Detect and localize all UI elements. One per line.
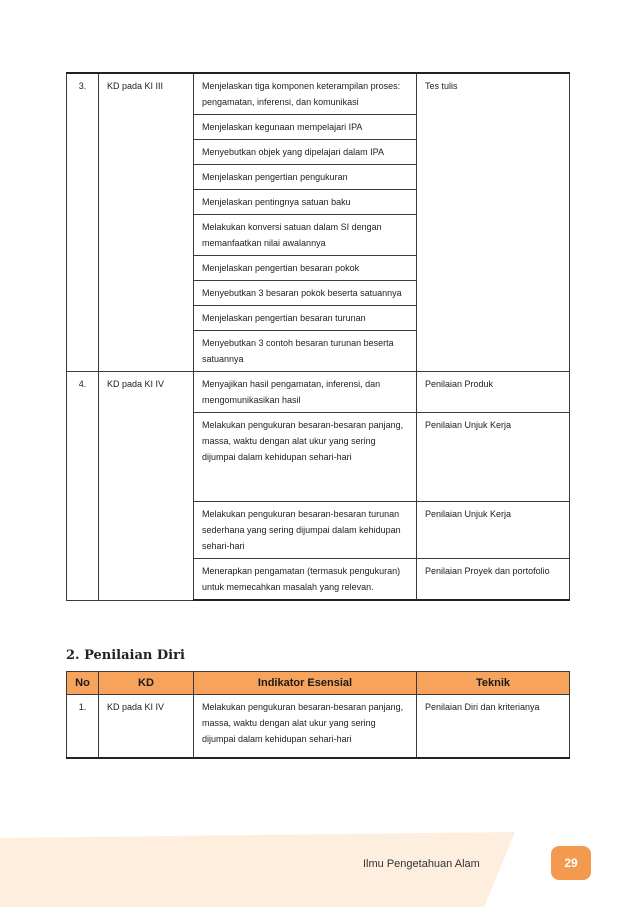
footer-book-title: Ilmu Pengetahuan Alam <box>363 858 480 870</box>
technique-cell: Penilaian Proyek dan portofolio <box>417 559 570 601</box>
indicator-cell: Menyajikan hasil pengamatan, inferensi, dan mengomunikasikan hasil <box>194 372 417 413</box>
technique-cell: Penilaian Unjuk Kerja <box>417 502 570 559</box>
indicator-cell: Menjelaskan pengertian besaran turunan <box>194 306 417 331</box>
indicator-cell: Menyebutkan 3 contoh besaran turunan beserta satuannya <box>194 331 417 372</box>
table-header-row <box>67 672 570 695</box>
kd-cell: KD pada KI IV <box>99 695 194 759</box>
indicator-cell: Menjelaskan pentingnya satuan baku <box>194 190 417 215</box>
row-number: 4. <box>67 372 99 601</box>
assessment-table-continued <box>66 72 570 601</box>
indicator-cell: Menyebutkan objek yang dipelajari dalam IPA <box>194 140 417 165</box>
indicator-cell: Melakukan konversi satuan dalam SI dengan memanfaatkan nilai awalannya <box>194 215 417 256</box>
indicator-cell: Menerapkan pengamatan (termasuk pengukuran) untuk memecahkan masalah yang relevan. <box>194 559 417 601</box>
indicator-cell: Melakukan pengukuran besaran-besaran turunan sederhana yang sering dijumpai dalam kehidupan sehari-hari <box>194 502 417 559</box>
indicator-cell: Menjelaskan pengertian besaran pokok <box>194 256 417 281</box>
kd-cell: KD pada KI IV <box>99 372 194 601</box>
technique-cell: Penilaian Produk <box>417 372 570 413</box>
column-header-indikator: Indikator Esensial <box>194 672 417 695</box>
table-row <box>67 695 570 759</box>
kd-cell: KD pada KI III <box>99 73 194 372</box>
column-header-no: No <box>67 672 99 695</box>
technique-cell: Penilaian Unjuk Kerja <box>417 413 570 502</box>
column-header-kd: KD <box>99 672 194 695</box>
row-number: 1. <box>67 695 99 759</box>
indicator-cell: Menjelaskan pengertian pengukuran <box>194 165 417 190</box>
indicator-cell: Melakukan pengukuran besaran-besaran panjang, massa, waktu dengan alat ukur yang sering dijumpai dalam kehidupan sehari-hari <box>194 413 417 502</box>
self-assessment-table <box>66 671 570 759</box>
technique-cell: Penilaian Diri dan kriterianya <box>417 695 570 759</box>
indicator-cell: Menyebutkan 3 besaran pokok beserta satuannya <box>194 281 417 306</box>
indicator-cell: Menjelaskan kegunaan mempelajari IPA <box>194 115 417 140</box>
technique-cell: Tes tulis <box>417 73 570 372</box>
page-number-badge: 29 <box>551 846 591 880</box>
indicator-cell: Melakukan pengukuran besaran-besaran panjang, massa, waktu dengan alat ukur yang sering dijumpai dalam kehidupan sehari-hari <box>194 695 417 759</box>
column-header-teknik: Teknik <box>417 672 570 695</box>
table-row <box>67 372 570 413</box>
table-row <box>67 73 570 115</box>
section-heading: 2. Penilaian Diri <box>66 648 185 663</box>
indicator-cell: Menjelaskan tiga komponen keterampilan proses: pengamatan, inferensi, dan komunikasi <box>194 73 417 115</box>
row-number: 3. <box>67 73 99 372</box>
